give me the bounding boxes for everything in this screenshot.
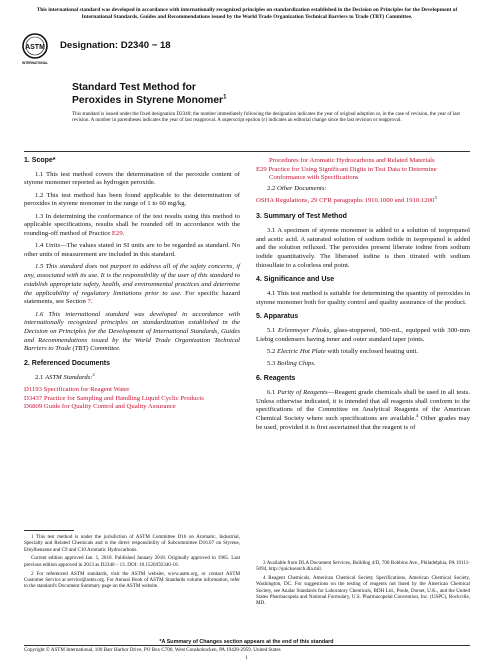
para-5-2: 5.2 Electric Hot Plate with totally enclosed heating unit. xyxy=(267,348,419,356)
para-1-2: 1.2 This test method has been found applicable to the determination of peroxides in styrene monomer in the range of 1 to 60 mg/kg. xyxy=(24,191,240,208)
footer-divider xyxy=(24,645,470,646)
para-5-3: 5.3 Boiling Chips. xyxy=(267,360,316,368)
footnotes-right xyxy=(256,560,470,609)
para-2-2: 2.2 Other Documents: xyxy=(267,185,327,193)
logo-text: INTERNATIONAL xyxy=(22,61,48,65)
para-1-6: 1.6 This international standard was developed in accordance with internationally recognized principles on standardization established in the Decision on Principles for the Development of International Standards, Guides and Recommendations issued by the World Trade Organization Technical Barriers to Trade (TBT) Committee. xyxy=(24,310,240,353)
section-1-heading: 1. Scope* xyxy=(24,157,56,164)
footnote-2: 2 For referenced ASTM standards, visit the ASTM website, www.astm.org, or contact ASTM Customer Service at service@astm.org. For Annual Book of ASTM Standards volume information, refer to the standard's Document Summary page on the ASTM website. xyxy=(24,570,240,590)
para-1-3: 1.3 In determining the conformance of the test results using this method to applicable specifications, results shall be rounded off in accordance with the rounding-off method of Practice E29. xyxy=(24,212,240,238)
link-e29[interactable]: E29 xyxy=(111,230,123,238)
footnote-3: 3 Available from DLA Document Services, Building 4/D, 700 Robbins Ave., Philadelphia, PA 19111-5094, http://quicksearch.dla.mil. xyxy=(256,560,470,573)
ref-d1193[interactable]: D1193 Specification for Reagent Water xyxy=(24,386,130,394)
ref-e29[interactable]: E29 Practice for Using Significant Digits in Test Data to Determine Conformance with Specifications xyxy=(256,165,437,182)
ref-d6809[interactable]: D6809 Guide for Quality Control and Quality Assurance xyxy=(24,403,176,411)
title-line-2: Peroxides in Styrene Monomer xyxy=(72,94,224,106)
para-4-1: 4.1 This test method is suitable for determining the quantity of peroxides in styrene monomer both for quality control and quality assurance of the product. xyxy=(256,290,470,306)
section-4-heading: 4. Significance and Use xyxy=(256,276,335,284)
para-1-1: 1.1 This test method covers the determination of the peroxide content of styrene monomer reported as hydrogen peroxide. xyxy=(24,170,240,187)
left-column xyxy=(24,157,240,412)
footnotes-left xyxy=(24,530,240,592)
copyright-line: Copyright © ASTM International, 100 Barr Harbor Drive, PO Box C700, West Conshohocken, PA 19428-2959. United States xyxy=(24,647,281,653)
right-column xyxy=(256,157,470,436)
section-6-heading: 6. Reagents xyxy=(256,375,296,383)
summary-of-changes-note: *A Summary of Changes section appears at the end of this standard xyxy=(159,639,334,645)
para-2-1: 2.1 ASTM Standards:$^2$ xyxy=(35,371,95,381)
section-3-heading: 3. Summary of Test Method xyxy=(256,213,347,221)
svg-text:ASTM: ASTM xyxy=(25,44,45,51)
link-section-7[interactable]: 7 xyxy=(87,298,91,306)
notice-banner: This international standard was developed in accordance with internationally recognized principles on standardization established in the Decision on Principles for the Development of International Standards, Guides and Recommendations issued by the World Trade Organization Technical Barriers to Trade (TBT) Committee. xyxy=(36,7,458,20)
footnote-rule xyxy=(24,530,74,531)
para-3-1: 3.1 A specimen of styrene monomer is added to a solution of isopropanol and acetic acid. A saturated solution of sodium iodide in isopropanol is added and the solution refluxed. The peroxides present liberate iodine from sodium iodide quantitatively. The liberated iodine is then titrated with sodium thiosulfate to a colorless end point. xyxy=(256,226,470,269)
para-1-4: 1.4 Units—The values stated in SI units are to be regarded as standard. No other units of measurement are included in this standard. xyxy=(24,242,241,259)
issuance-note: This standard is issued under the fixed designation D2340; the number immediately following the designation indicates the year of original adoption or, in the case of revision, the year of last revision. A number in parentheses indicates the year of last reapproval. A superscript epsilon (ε) indicates an editorial change since the last revision or reapproval. xyxy=(72,111,460,124)
ref-d6809-continued[interactable]: Procedures for Aromatic Hydrocarbons and Related Materials xyxy=(269,157,435,164)
section-5-heading: 5. Apparatus xyxy=(256,313,299,321)
page-number: 1 xyxy=(245,655,248,661)
para-5-1: 5.1 Erlenmeyer Flasks, glass-stoppered, 500-mL, equipped with 300-mm Liebig condensers having inner and outer standard taper joints. xyxy=(256,327,471,343)
footnote-current-edition: Current edition approved Jan. 1, 2018. Published January 2018. Originally approved in 1965. Last previous edition approved in 2013 as D2340 – 13. DOI: 10.1520/D2340-18. xyxy=(24,555,240,568)
designation: Designation: D2340 − 18 xyxy=(60,40,171,51)
para-1-5: 1.5 This standard does not purport to address all of the safety concerns, if any, associated with its use. It is the responsibility of the user of this standard to establish appropriate safety, health, and environmental practices and determine the applicability of regulatory limitations prior to use. For specific hazard statements, see Section 7. xyxy=(24,263,240,306)
footnote-4: 4 Reagent Chemicals, American Chemical Society Specifications, American Chemical Society, Washington, DC. For suggestions on the testing of reagents not listed by the American Chemical Society, see Analar Standards for Laboratory Chemicals, BDH Ltd., Poole, Dorset, U.K., and the United States Pharmacopeia and National Formulary, U.S. Pharmacopeial Convention, Inc. (USPC), Rockville, MD. xyxy=(256,575,470,607)
title-line-1: Standard Test Method for xyxy=(72,82,196,93)
page-title xyxy=(72,82,372,107)
ref-d3437[interactable]: D3437 Practice for Sampling and Handling Liquid Cyclic Products xyxy=(24,394,204,402)
para-6-1: 6.1 Purity of Reagents—Reagent grade chemicals shall be used in all tests. Unless otherwise indicated, it is intended that all reagents shall conform to the specifications of the Committee on Analytical Reagents of the American Chemical Society where such specifications are available.$^4$ Other grades may be used, provided it is first ascertained that the reagent is of xyxy=(256,388,471,431)
section-2-heading: 2. Referenced Documents xyxy=(24,360,110,368)
ref-osha[interactable]: OSHA Regulations, 29 CFR paragraphs 1910.1000 and 1910.1200$^3$ xyxy=(256,195,437,205)
footnote-1: 1 This test method is under the jurisdiction of ASTM Committee D16 on Aromatic, Industrial, Specialty and Related Chemicals and is the direct responsibility of Subcommittee D16.07 on Styrene, Ethylbenzene and C9 and C10 Aromatic Hydrocarbons. xyxy=(24,534,240,553)
header-divider xyxy=(24,151,470,152)
title-footnote-ref[interactable]: 1 xyxy=(223,94,227,101)
astm-logo-icon xyxy=(22,33,48,69)
